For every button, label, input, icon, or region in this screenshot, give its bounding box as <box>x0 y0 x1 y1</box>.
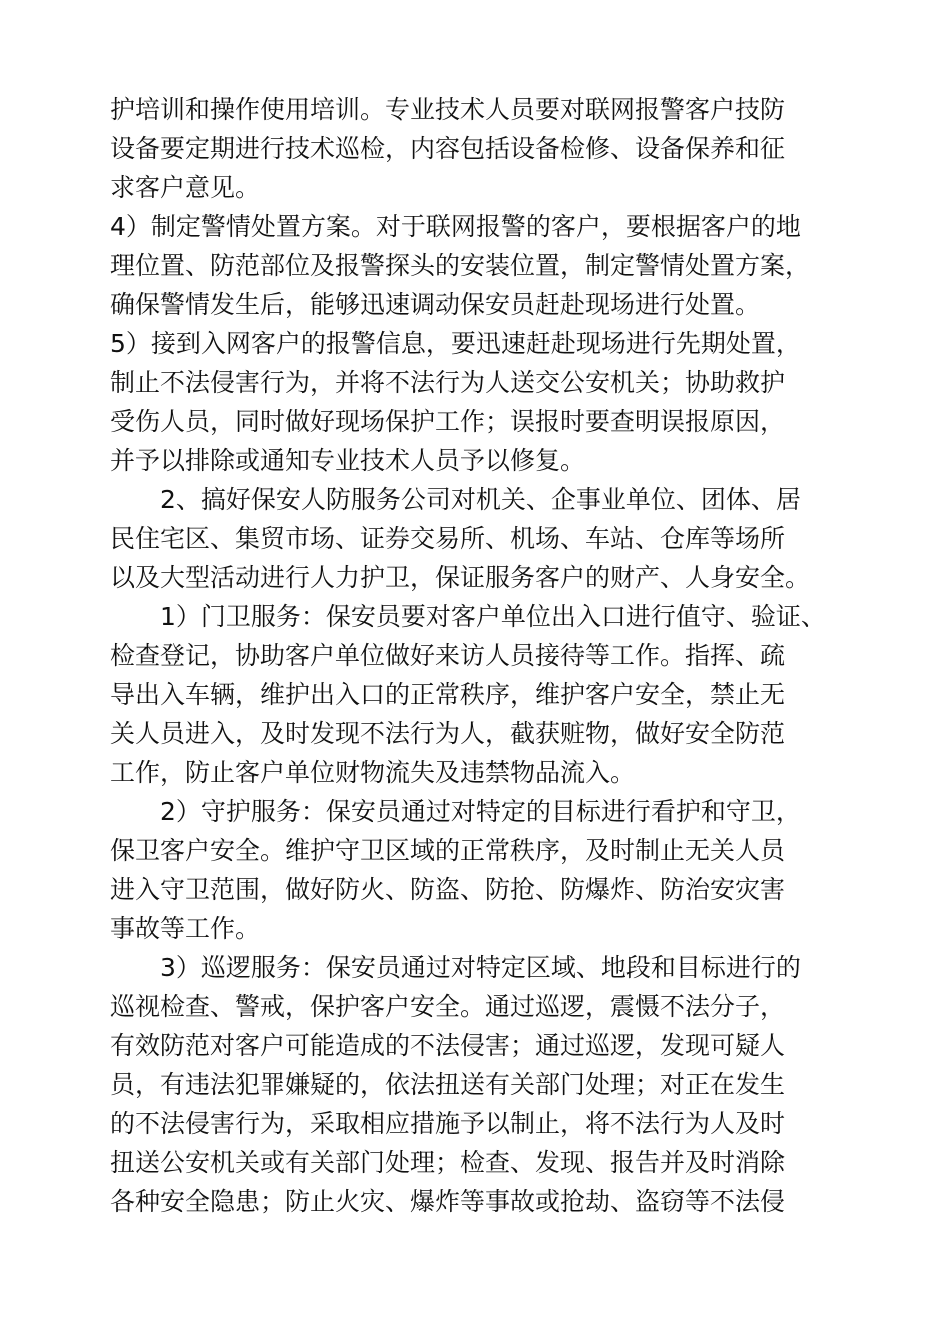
text-line: 2、搞好保安人防服务公司对机关、企事业单位、团体、居 <box>160 485 801 514</box>
text-line: 确保警情发生后，能够迅速调动保安员赶赴现场进行处置。 <box>110 290 761 319</box>
text-line: 求客户意见。 <box>110 173 261 202</box>
paragraph-guard-service <box>110 792 900 948</box>
text-line: 以及大型活动进行人力护卫，保证服务客户的财产、人身安全。 <box>110 563 811 592</box>
text-line: 检查登记，协助客户单位做好来访人员接待等工作。指挥、疏 <box>110 641 786 670</box>
text-line: 4）制定警情处置方案。对于联网报警的客户，要根据客户的地 <box>110 212 801 241</box>
text-line: 进入守卫范围，做好防火、防盗、防抢、防爆炸、防治安灾害 <box>110 875 786 904</box>
text-line: 3）巡逻服务：保安员通过对特定区域、地段和目标进行的 <box>160 953 801 982</box>
text-line: 事故等工作。 <box>110 914 261 943</box>
text-line: 护培训和操作使用培训。专业技术人员要对联网报警客户技防 <box>110 95 786 124</box>
text-line: 关人员进入，及时发现不法行为人，截获赃物，做好安全防范 <box>110 719 786 748</box>
paragraph-alarm-response <box>110 324 900 480</box>
text-line: 设备要定期进行技术巡检，内容包括设备检修、设备保养和征 <box>110 134 786 163</box>
paragraph-manned-guard-service <box>110 480 900 597</box>
text-line: 民住宅区、集贸市场、证券交易所、机场、车站、仓库等场所 <box>110 524 786 553</box>
text-line: 导出入车辆，维护出入口的正常秩序，维护客户安全，禁止无 <box>110 680 786 709</box>
paragraph-patrol-service <box>110 948 900 1221</box>
text-line: 制止不法侵害行为，并将不法行为人送交公安机关；协助救护 <box>110 368 786 397</box>
paragraph-gate-service <box>110 597 900 792</box>
text-line: 有效防范对客户可能造成的不法侵害；通过巡逻，发现可疑人 <box>110 1031 786 1060</box>
text-line: 5）接到入网客户的报警信息，要迅速赶赴现场进行先期处置， <box>110 329 801 358</box>
text-line: 扭送公安机关或有关部门处理；检查、发现、报告并及时消除 <box>110 1148 786 1177</box>
text-line: 各种安全隐患；防止火灾、爆炸等事故或抢劫、盗窃等不法侵 <box>110 1187 786 1216</box>
text-line: 并予以排除或通知专业技术人员予以修复。 <box>110 446 586 475</box>
paragraph-alarm-plan <box>110 207 900 324</box>
text-line: 保卫客户安全。维护守卫区域的正常秩序，及时制止无关人员 <box>110 836 786 865</box>
text-line: 受伤人员，同时做好现场保护工作；误报时要查明误报原因， <box>110 407 786 436</box>
text-line: 2）守护服务：保安员通过对特定的目标进行看护和守卫， <box>160 797 801 826</box>
text-line: 员，有违法犯罪嫌疑的，依法扭送有关部门处理；对正在发生 <box>110 1070 786 1099</box>
paragraph-training-inspection <box>110 90 900 207</box>
text-line: 理位置、防范部位及报警探头的安装位置，制定警情处置方案， <box>110 251 811 280</box>
text-line: 1）门卫服务：保安员要对客户单位出入口进行值守、验证、 <box>160 602 826 631</box>
text-line: 的不法侵害行为，采取相应措施予以制止，将不法行为人及时 <box>110 1109 786 1138</box>
text-line: 巡视检查、警戒，保护客户安全。通过巡逻，震慑不法分子， <box>110 992 786 1021</box>
text-line: 工作，防止客户单位财物流失及违禁物品流入。 <box>110 758 636 787</box>
